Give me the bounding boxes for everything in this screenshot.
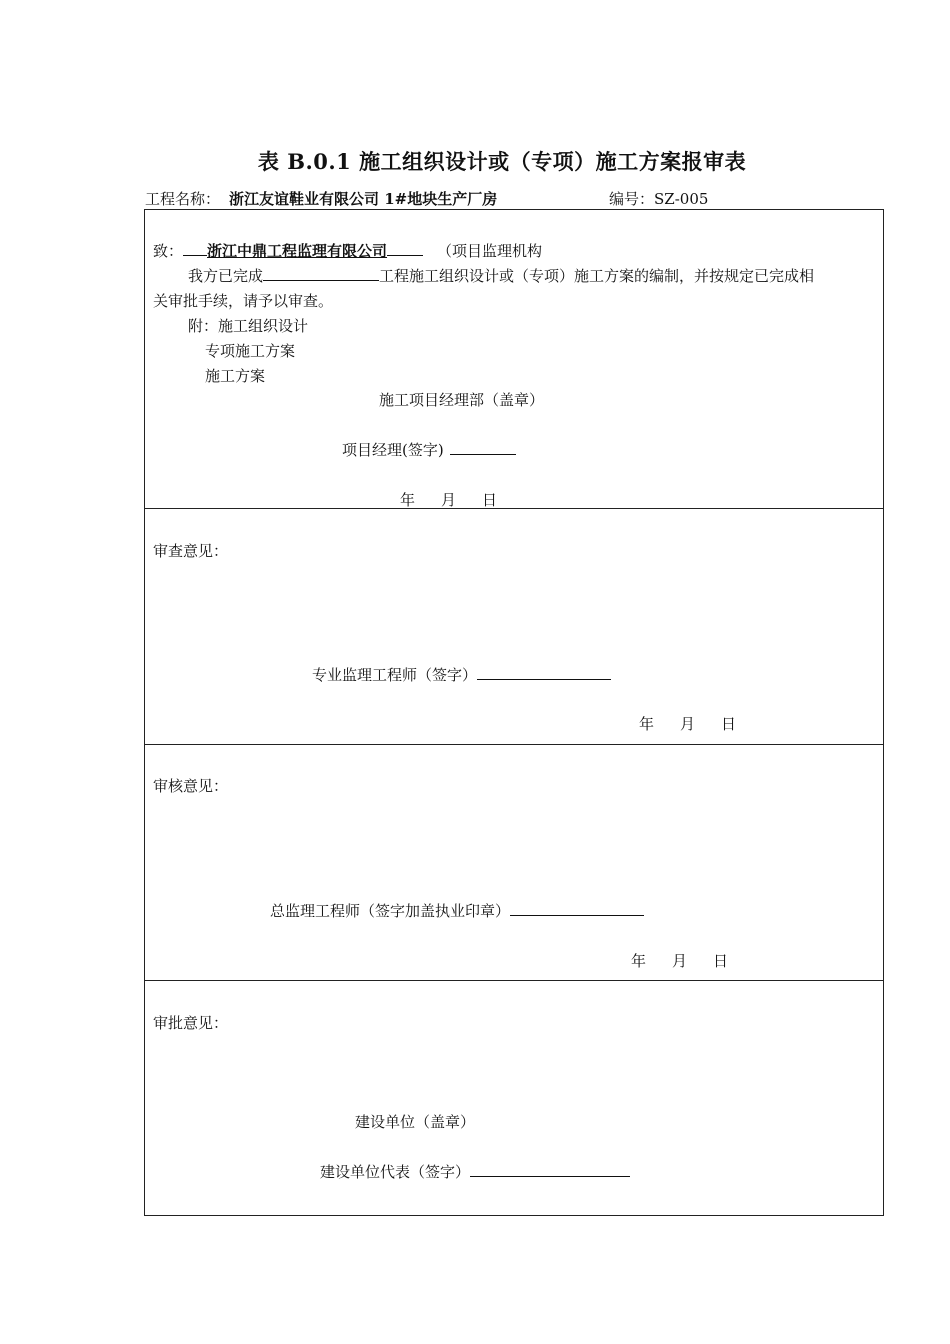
chief-engineer-sign-blank[interactable]: [510, 900, 644, 916]
statement-line-2: 关审批手续，请予以审查。: [153, 292, 334, 310]
chief-engineer-sign-label: 总监理工程师（签字加盖执业印章）: [270, 902, 511, 920]
day-label: 日: [713, 952, 729, 970]
owner-rep-sign-line: [320, 1161, 630, 1182]
attachment-construction-plan: 施工方案: [205, 367, 266, 385]
addressee-suffix: （项目监理机构: [437, 242, 543, 260]
statement-prefix: 我方已完成: [188, 267, 264, 285]
audit-opinion-label: 审核意见：: [153, 777, 229, 795]
addressee-org: 浙江中鼎工程监理有限公司: [207, 242, 388, 260]
day-label: 日: [721, 715, 737, 733]
statement-line-1: [188, 265, 814, 286]
manager-sign-label: 项目经理(签字): [342, 441, 444, 459]
project-name-label: 工程名称：: [145, 190, 221, 208]
month-label: 月: [441, 491, 457, 509]
dept-seal-label: 施工项目经理部（盖章）: [379, 391, 545, 409]
section-divider: [144, 508, 884, 509]
section-divider: [144, 980, 884, 981]
attachment-special-plan: 专项施工方案: [205, 342, 296, 360]
project-blank[interactable]: [263, 265, 379, 281]
code-label: 编号：: [609, 190, 655, 208]
document-code: [609, 188, 708, 209]
manager-sign-blank[interactable]: [450, 439, 516, 455]
month-label: 月: [672, 952, 688, 970]
manager-sign-line: [342, 439, 516, 460]
owner-seal-label: 建设单位（盖章）: [355, 1113, 476, 1131]
attachment-label: 附：施工组织设计: [188, 317, 309, 335]
statement-suffix: 工程施工组织设计或（专项）施工方案的编制，并按规定已完成相: [379, 267, 815, 285]
addressee-line: [153, 240, 542, 261]
year-label: 年: [400, 491, 416, 509]
addressee-blank-tail: [387, 240, 423, 256]
section-divider: [144, 744, 884, 745]
addressee-blank-lead: [183, 240, 207, 256]
review-opinion-label: 审查意见：: [153, 542, 229, 560]
owner-rep-sign-blank[interactable]: [470, 1161, 630, 1177]
engineer-sign-blank[interactable]: [477, 664, 611, 680]
year-label: 年: [639, 715, 655, 733]
chief-engineer-sign-line: [270, 900, 644, 921]
engineer-sign-line: [312, 664, 611, 685]
engineer-sign-label: 专业监理工程师（签字）: [312, 666, 478, 684]
date-line: [631, 950, 728, 971]
owner-rep-sign-label: 建设单位代表（签字）: [320, 1163, 471, 1181]
addressee-label: 致：: [153, 242, 184, 260]
date-line: [400, 489, 497, 510]
code-value: SZ-005: [654, 190, 709, 208]
page-title: 表 B.0.1 施工组织设计或（专项）施工方案报审表: [257, 149, 747, 174]
day-label: 日: [482, 491, 498, 509]
date-line: [639, 713, 736, 734]
year-label: 年: [631, 952, 647, 970]
project-name-value: 浙江友谊鞋业有限公司 1#地块生产厂房: [229, 190, 498, 208]
approval-opinion-label: 审批意见：: [153, 1014, 229, 1032]
month-label: 月: [680, 715, 696, 733]
